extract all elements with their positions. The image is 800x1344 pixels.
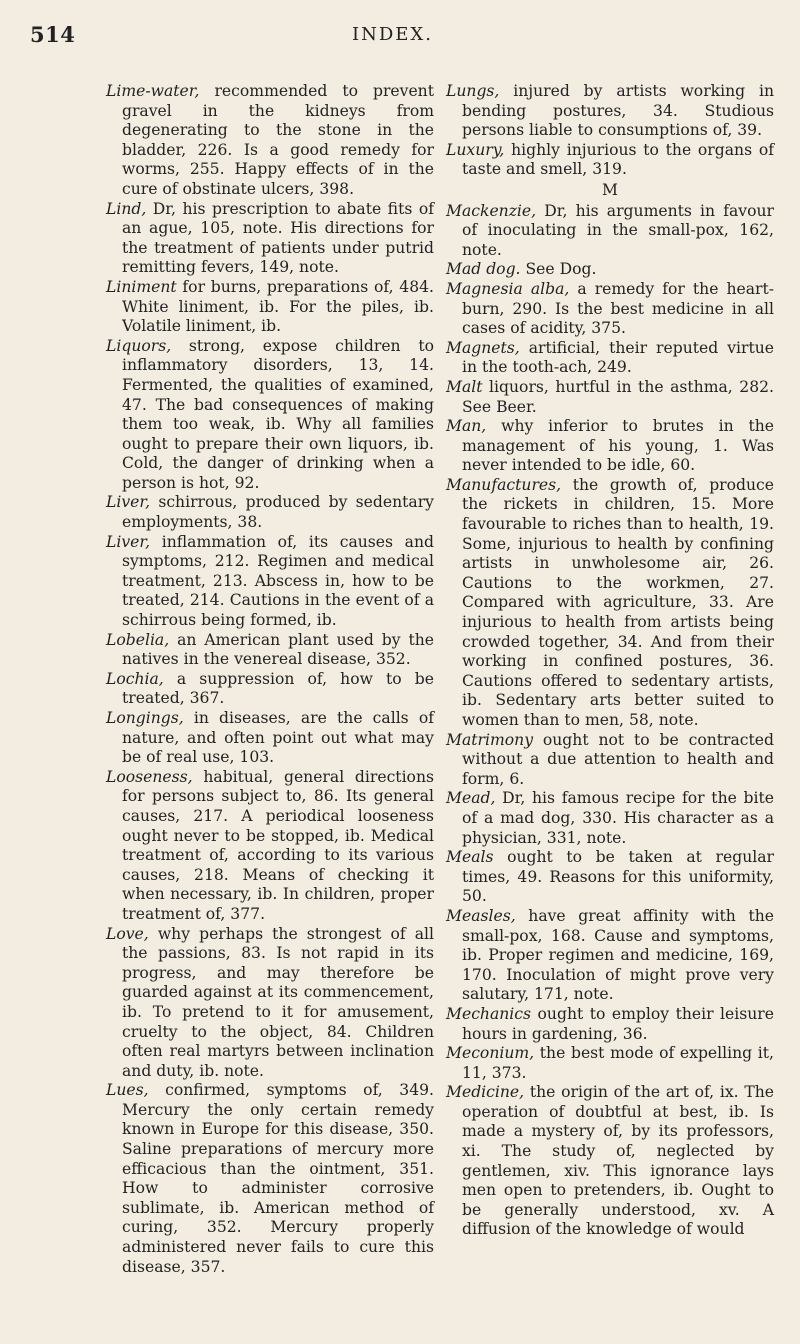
entry-text: why perhaps the strongest of all the passions, 83. Is not rapid in its progress, and may therefore be guarded against at its commencement, ib. To pretend to it for amusement, cruelty to the object, 84. Children often real martyrs between inclination and duty, ib. note.: [122, 924, 434, 1080]
entry-headword: Lobelia,: [106, 630, 170, 649]
entry-text: the best mode of expelling it, 11, 373.: [462, 1044, 774, 1082]
index-entry: [446, 141, 774, 180]
entry-text: recommended to prevent gravel in the kidneys from degenerating to the stone in the bladder, 226. Is a good remedy for worms, 255. Happy effects of in the cure of obstinate ulcers, 398.: [122, 82, 434, 198]
page-number: 514: [30, 22, 76, 47]
index-entry: [106, 200, 434, 278]
index-entry: [446, 339, 774, 378]
index-entry: [446, 1083, 774, 1240]
index-entry: [106, 1081, 434, 1277]
entry-headword: Lind,: [106, 199, 147, 218]
entry-headword: Mackenzie,: [446, 201, 537, 220]
entry-text: the origin of the art of, ix. The operation of doubtful at best, ib. Is made a mystery of, by its professors, xi. The study of, neglected by gentlemen, xiv. This ignorance lays men open to pretenders, ib. Ought to be generally understood, xv. A diffusion of the knowledge of would: [462, 1083, 774, 1239]
index-entry: [446, 789, 774, 848]
entry-text: for burns, preparations of, 484. White liniment, ib. For the piles, ib. Volatile liniment, ib.: [122, 277, 434, 336]
entry-text: inflammation of, its causes and symptoms, 212. Regimen and medical treatment, 213. Abscess in, how to be treated, 214. Cautions in the event of a schirrous being formed, ib.: [122, 532, 434, 630]
entry-text: ought not to be contracted without a due attention to health and form, 6.: [462, 730, 774, 788]
entry-headword: Longings,: [106, 709, 184, 727]
entry-text: confirmed, symptoms of, 349. Mercury the only certain remedy known in Europe for this disease, 350. Saline preparations of mercury more efficacious than the ointment, 351. How to administer corrosive sublimate, ib. American method of curing, 352. Mercury properly administered never fails to cure this disease, 357.: [122, 1081, 434, 1276]
index-entry: [446, 907, 774, 1005]
entry-headword: Medicine,: [446, 1083, 525, 1102]
index-entry: [446, 1044, 774, 1083]
entry-text: have great affinity with the small-pox, 168. Cause and symptoms, ib. Proper regimen and medicine, 169, 170. Inoculation of might prove very salutary, 171, note.: [462, 906, 774, 1004]
entry-text: the growth of, produce the rickets in children, 15. More favourable to riches than to health, 19. Some, injurious to health by confining artists in unwholesome air, 26. Cautions to the workmen, 27. Compared with agriculture, 33. Are injurious to health from artists being crowded together, 34. And from their working in confined postures, 36. Cautions offered to sedentary artists, ib. Sedentary arts better suited to women than to men, 58, note.: [462, 475, 774, 729]
entry-text: habitual, general directions for persons subject to, 86. Its general causes, 217. A periodical looseness ought never to be stopped, ib. Medical treatment of, according to its various causes, 218. Means of checking it when necessary, ib. In children, proper treatment of, 377.: [122, 767, 434, 923]
page-header: [0, 14, 800, 54]
entry-headword: Liver,: [106, 532, 151, 551]
entry-headword: Meals: [446, 848, 494, 867]
index-entry: [446, 476, 774, 731]
entry-headword: Manufactures,: [446, 475, 562, 494]
entry-headword: Luxury,: [446, 140, 505, 159]
section-letter: M: [602, 180, 618, 199]
entry-headword: Lungs,: [446, 82, 500, 100]
entry-text: a remedy for the heart-burn, 290. Is the best medicine in all cases of acidity, 375.: [462, 279, 775, 338]
entry-headword: Liver,: [106, 493, 151, 512]
index-entry: [106, 670, 434, 709]
entry-headword: Malt: [446, 377, 483, 396]
entry-text: schirrous, produced by sedentary employments, 38.: [122, 493, 434, 532]
index-entry: [106, 709, 434, 768]
index-entry: [446, 260, 774, 280]
entry-text: injured by artists working in bending postures, 34. Studious persons liable to consumptions of, 39.: [462, 82, 774, 140]
entry-text: a suppression of, how to be treated, 367.: [122, 669, 434, 708]
entry-headword: Lime-water,: [106, 82, 200, 100]
entry-headword: Matrimony: [446, 730, 533, 749]
entry-text: artificial, their reputed virtue in the tooth-ach, 249.: [462, 338, 774, 377]
index-entry: [106, 278, 434, 337]
index-entry: [446, 848, 774, 907]
index-entry: [446, 82, 774, 141]
index-entry: [446, 417, 774, 476]
entry-headword: Looseness,: [106, 767, 193, 786]
entry-text: strong, expose children to inflammatory disorders, 13, 14. Fermented, the qualities of examined, 47. The bad consequences of making them too weak, ib. Why all families ought to prepare their own liquors, ib. Cold, the danger of drinking when a person is hot, 92.: [122, 336, 434, 492]
entry-text: ought to employ their leisure hours in gardening, 36.: [462, 1004, 774, 1043]
entry-text: ought to be taken at regular times, 49. Reasons for this uniformity, 50.: [462, 848, 774, 906]
index-entry: [106, 768, 434, 925]
index-entry: [106, 925, 434, 1082]
entry-headword: Mechanics: [446, 1004, 532, 1023]
entry-headword: Magnets,: [446, 338, 520, 357]
entry-text: Dr, his famous recipe for the bite of a mad dog, 330. His character as a physician, 331, note.: [462, 789, 774, 847]
entry-headword: Measles,: [446, 906, 516, 925]
index-entry: [446, 1005, 774, 1044]
left-column: [106, 82, 434, 1277]
entry-text: Dr, his arguments in favour of inoculating in the small-pox, 162, note.: [462, 201, 774, 259]
entry-text: in diseases, are the calls of nature, and often point out what may be of real use, 103.: [122, 709, 434, 767]
entry-headword: Mad dog.: [446, 260, 521, 279]
entry-headword: Liquors,: [106, 336, 172, 355]
entry-text: Dr, his prescription to abate fits of an ague, 105, note. His directions for the treatment of patients under putrid remitting fevers, 149, note.: [122, 199, 434, 277]
entry-text: liquors, hurtful in the asthma, 282. See Beer.: [462, 377, 774, 416]
entry-text: why inferior to brutes in the management of his young, 1. Was never intended to be idle, 60.: [462, 417, 774, 475]
index-entry: [106, 631, 434, 670]
entry-text: an American plant used by the natives in the venereal disease, 352.: [122, 630, 434, 669]
running-head: INDEX.: [352, 24, 433, 45]
index-entry: [446, 378, 774, 417]
entry-headword: Lochia,: [106, 669, 164, 688]
index-entry: [106, 82, 434, 200]
right-column-bottom: [446, 202, 774, 1240]
index-entry: [446, 731, 774, 790]
index-entry: [446, 202, 774, 261]
entry-headword: Meconium,: [446, 1044, 535, 1063]
entry-headword: Mead,: [446, 789, 496, 808]
entry-headword: Love,: [106, 924, 149, 943]
entry-headword: Magnesia alba,: [446, 279, 570, 298]
index-entry: [106, 533, 434, 631]
right-column: [446, 82, 774, 1240]
entry-headword: Lues,: [106, 1081, 149, 1100]
index-entry: [106, 337, 434, 494]
entry-headword: Man,: [446, 417, 487, 436]
entry-text: See Dog.: [520, 260, 597, 279]
entry-headword: Liniment: [106, 277, 177, 296]
right-column-top: [446, 82, 774, 180]
index-entry: [106, 493, 434, 532]
index-entry: [446, 280, 774, 339]
entry-text: highly injurious to the organs of taste and smell, 319.: [462, 140, 774, 179]
